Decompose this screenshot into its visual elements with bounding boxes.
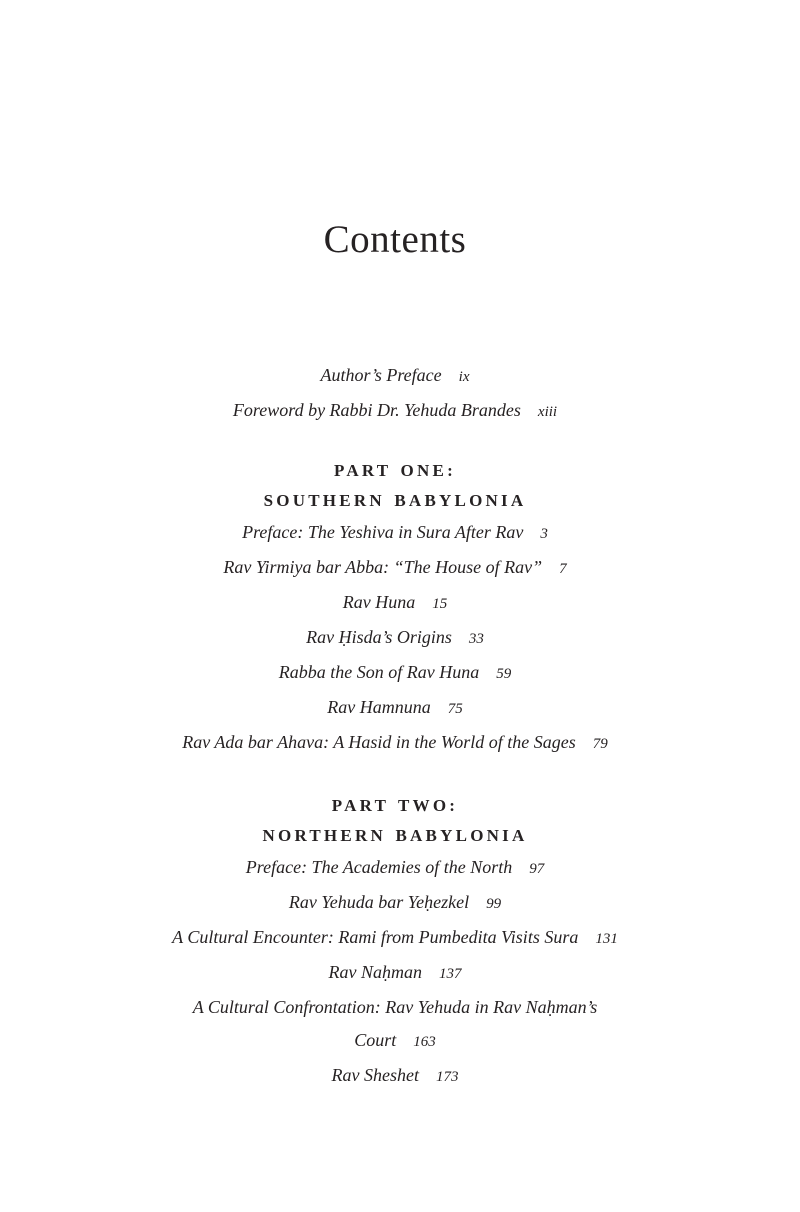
entry-page-number: 15 [432, 596, 448, 612]
toc-entry [170, 886, 620, 921]
part-two-heading [0, 791, 790, 851]
toc-entry [0, 394, 790, 429]
entry-title: Foreword by Rabbi Dr. Yehuda Brandes [232, 400, 521, 420]
toc-entry [170, 621, 620, 656]
entry-title: Rav Ḥisda’s Origins [306, 627, 452, 647]
entry-title: Rav Yehuda bar Yeḥezkel [288, 892, 470, 912]
entry-page-number: 7 [559, 561, 567, 577]
toc-entry [170, 726, 620, 761]
toc-entry [170, 1059, 620, 1094]
toc-entry [170, 516, 620, 551]
toc-entry [170, 921, 620, 956]
entry-title: Rav Yirmiya bar Abba: “The House of Rav” [223, 557, 543, 577]
entry-page-number: xiii [537, 404, 558, 420]
entry-title: Author’s Preface [320, 365, 442, 385]
entry-page-number: 97 [529, 861, 545, 877]
entry-page-number: 137 [439, 966, 462, 982]
front-matter-list [0, 359, 790, 429]
entry-page-number: 163 [413, 1034, 436, 1050]
entry-page-number: 131 [595, 931, 618, 947]
entry-title: A Cultural Confrontation: Rav Yehuda in Rav Naḥman’s Court [192, 997, 598, 1050]
toc-entry [0, 359, 790, 394]
entry-title: Rav Sheshet [331, 1065, 419, 1085]
toc-entry [170, 851, 620, 886]
entry-title: Rabba the Son of Rav Huna [278, 662, 480, 682]
part-one-heading [0, 456, 790, 516]
entry-title: Rav Ada bar Ahava: A Hasid in the World of the Sages [182, 732, 576, 752]
part-one-entries [170, 516, 620, 761]
page-title: Contents [323, 218, 467, 261]
entry-page-number: ix [458, 369, 470, 385]
entry-page-number: 173 [435, 1069, 459, 1085]
toc-entry [170, 551, 620, 586]
entry-page-number: 99 [486, 896, 502, 912]
entry-page-number: 3 [540, 526, 548, 542]
part-two-section [0, 791, 790, 1094]
entry-page-number: 79 [592, 736, 608, 752]
entry-title: Rav Naḥman [328, 962, 422, 982]
toc-entry [170, 656, 620, 691]
entry-page-number: 59 [496, 666, 512, 682]
part-one-section [0, 456, 790, 761]
toc-entry [170, 991, 620, 1059]
entry-title: Preface: The Academies of the North [245, 857, 513, 877]
entry-page-number: 33 [468, 631, 484, 647]
part-title: SOUTHERN BABYLONIA [263, 491, 527, 510]
part-label: PART ONE: [334, 461, 456, 480]
entry-title: A Cultural Encounter: Rami from Pumbedita Visits Sura [172, 927, 579, 947]
entry-title: Preface: The Yeshiva in Sura After Rav [242, 522, 524, 542]
part-label: PART TWO: [331, 796, 459, 815]
toc-entry [170, 586, 620, 621]
part-two-entries [170, 851, 620, 1094]
part-title: NORTHERN BABYLONIA [262, 826, 528, 845]
toc-entry [170, 691, 620, 726]
entry-title: Rav Hamnuna [327, 697, 431, 717]
entry-page-number: 75 [447, 701, 463, 717]
entry-title: Rav Huna [342, 592, 416, 612]
toc-entry [170, 956, 620, 991]
